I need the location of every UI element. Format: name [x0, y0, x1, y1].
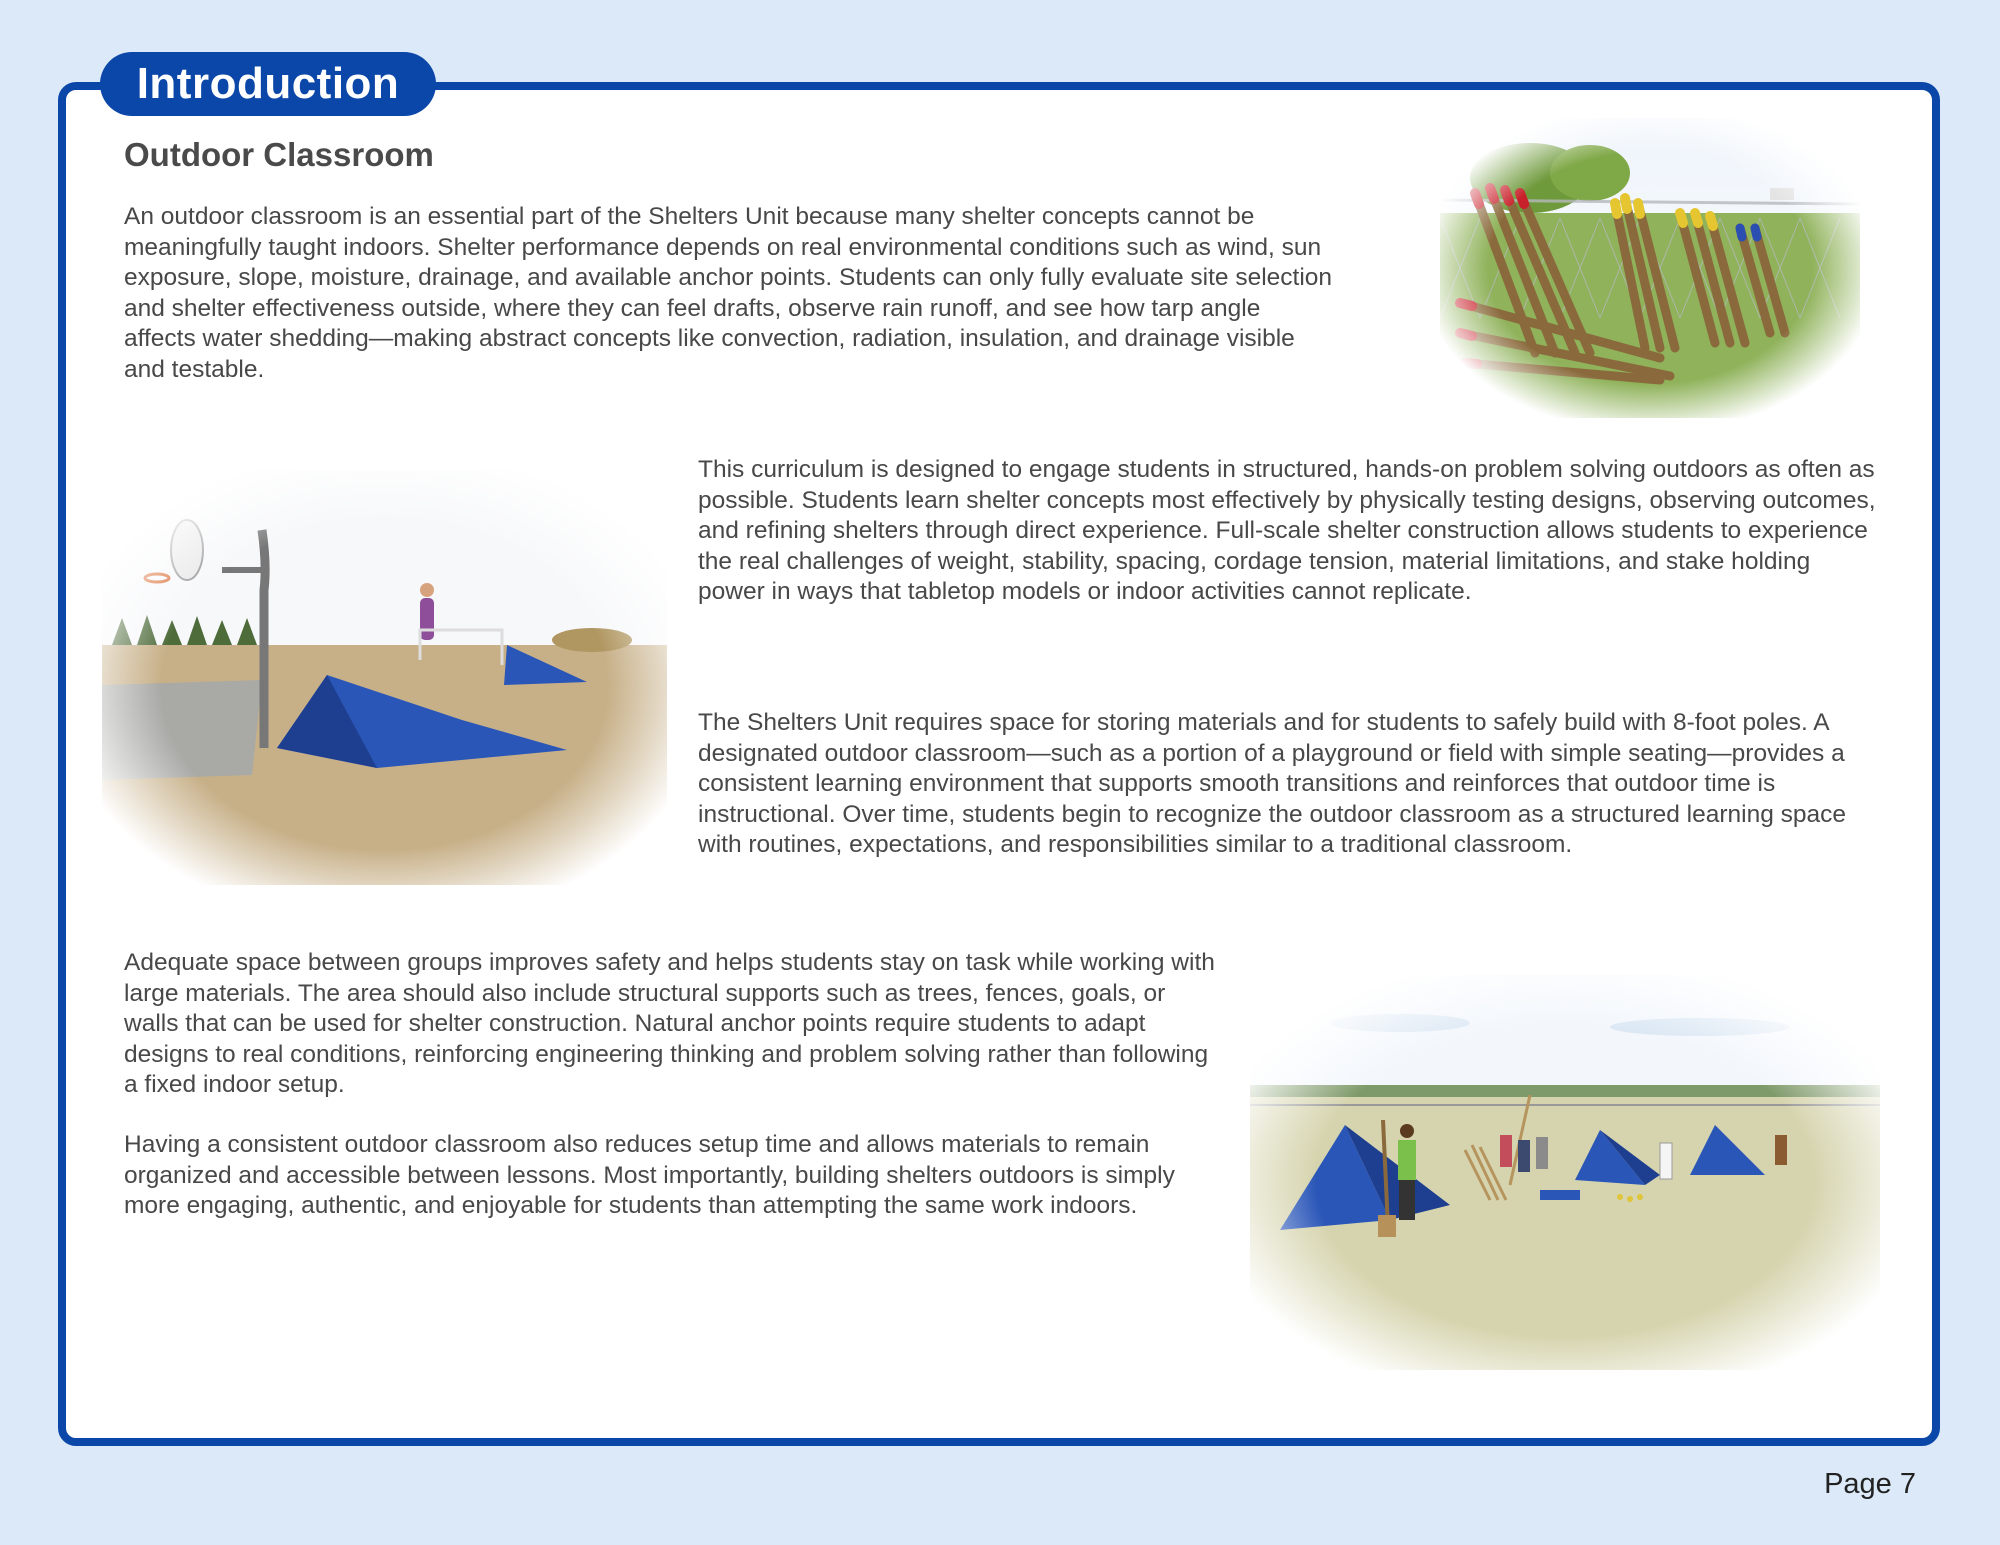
paragraph-consistency: Having a consistent outdoor classroom also reduces setup time and allows materials to remain organized and accessible between lessons. Most importantly, building shelters outdoors is simply more engaging, authentic, and enjoyable for students than attempting the same work indoors.	[124, 1131, 1175, 1219]
paragraph-curriculum: This curriculum is designed to engage students in structured, hands-on problem solving outdoors as often as possible. Students learn shelter concepts most effectively by physically testing designs, observing outcomes, and refining shelters through direct experience. Full-scale shelter construction allows students to experience the real challenges of weight, stability, spacing, cordage tension, material limitations, and stake holding power in ways that tabletop models or indoor activities cannot replicate.	[698, 456, 1876, 605]
paragraph-space: The Shelters Unit requires space for storing materials and for students to safely build with 8-foot poles. A designated outdoor classroom—such as a portion of a playground or field with simple seating—provides a consistent learning environment that supports smooth transitions and reinforces that outdoor time is instructional. Over time, students begin to recognize the outdoor classroom as a structured learning space with routines, expectations, and responsibilities similar to a traditional classroom.	[698, 709, 1847, 858]
poles-fence-illustration	[1440, 118, 1860, 418]
section-heading: Outdoor Classroom	[124, 136, 434, 173]
field-shelters-illustration	[1250, 975, 1880, 1370]
tarp-hoop-illustration	[102, 470, 667, 885]
section-tab: Introduction	[100, 52, 436, 116]
paragraph-intro: An outdoor classroom is an essential part of the Shelters Unit because many shelter concepts cannot be meaningfully taught indoors. Shelter performance depends on real environmental conditions such as wind, sun exposure, slope, moisture, drainage, and available anchor points. Students can only fully evaluate site selection and shelter effectiveness outside, where they can feel drafts, observe rain runoff, and see how tarp angle affects water shedding—making abstract concepts like convection, radiation, insulation, and drainage visible and testable.	[124, 203, 1333, 383]
paragraph-safety: Adequate space between groups improves safety and helps students stay on task while working with large materials. The area should also include structural supports such as trees, fences, goals, or walls that can be used for shelter construction. Natural anchor points require students to adapt designs to real conditions, reinforcing engineering thinking and problem solving rather than following a fixed indoor setup.	[124, 949, 1215, 1098]
page-number: Page 7	[1824, 1468, 1916, 1500]
